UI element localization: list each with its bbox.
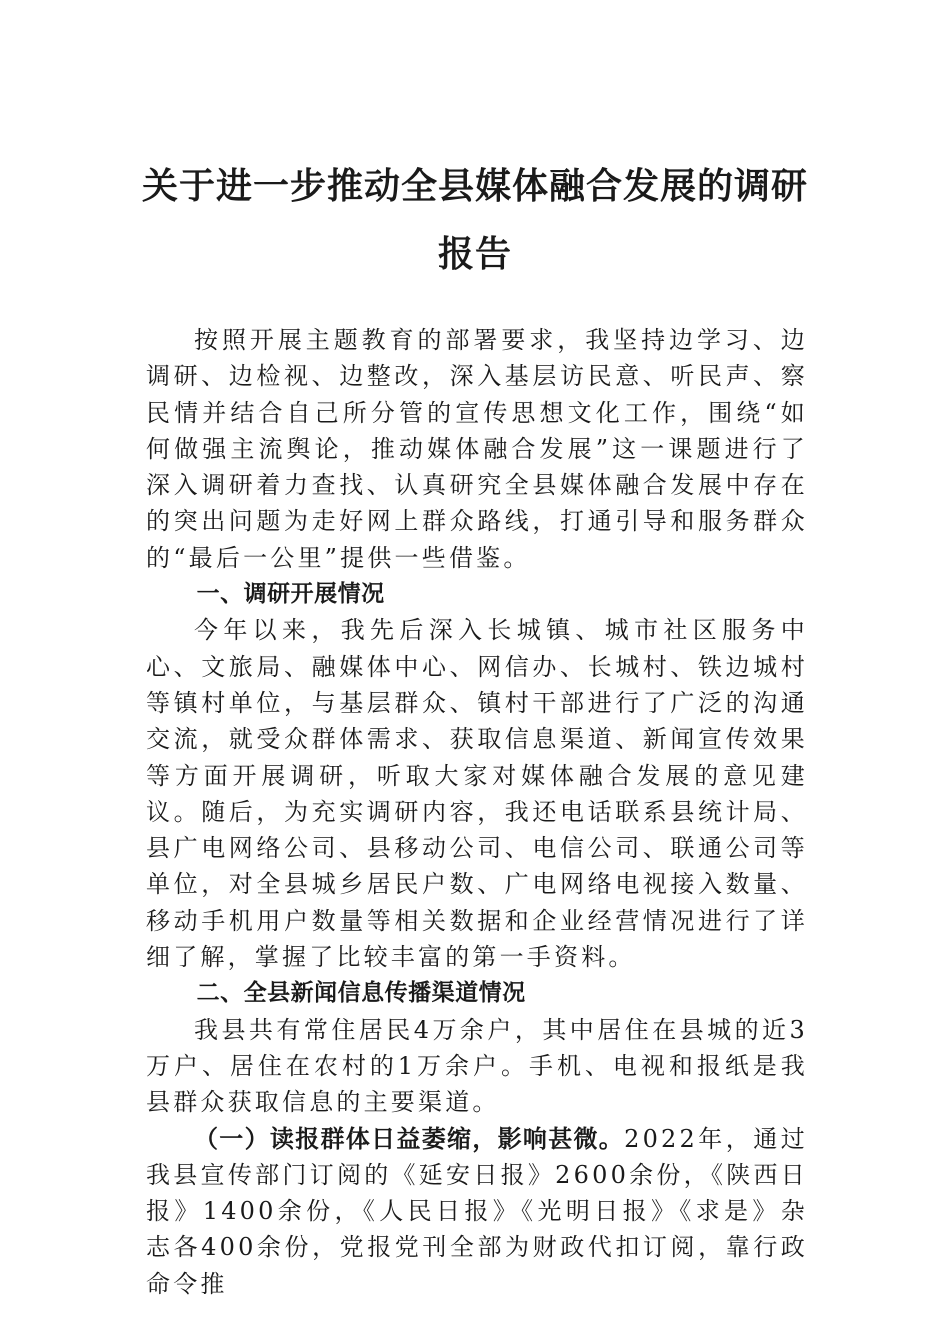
subsection-paragraph-1 <box>146 1121 808 1302</box>
subsection-text-1: 2022年，通过我县宣传部门订阅的《延安日报》2600余份，《陕西日报》1400余份，《人民日报》《光明日报》《求是》杂志各400余份，党报党刊全部为财政代扣订阅，靠行政命令推 <box>146 1124 808 1298</box>
section-paragraph-2: 我县共有常住居民4万余户，其中居住在县城的近3万户、居住在农村的1万余户。手机、电视和报纸是我县群众获取信息的主要渠道。 <box>146 1015 808 1117</box>
document-title-line2: 报告 <box>437 233 512 275</box>
section-heading-2: 二、全县新闻信息传播渠道情况 <box>196 980 526 1007</box>
intro-paragraph: 按照开展主题教育的部署要求，我坚持边学习、边调研、边检视、边整改，深入基层访民意、听民声、察民情并结合自己所分管的宣传思想文化工作，围绕“如何做强主流舆论，推动媒体融合发展”这一课题进行了深入调研着力查找、认真研究全县媒体融合发展中存在的突出问题为走好网上群众路线，打通引导和服务群众的“最后一公里”提供一些借鉴。 <box>146 326 808 572</box>
section-paragraph-1: 今年以来，我先后深入长城镇、城市社区服务中心、文旅局、融媒体中心、网信办、长城村、铁边城村等镇村单位，与基层群众、镇村干部进行了广泛的沟通交流，就受众群体需求、获取信息渠道、新闻宣传效果等方面开展调研，听取大家对媒体融合发展的意见建议。随后，为充实调研内容，我还电话联系县统计局、县广电网络公司、县移动公司、电信公司、联通公司等单位，对全县城乡居民户数、广电网络电视接入数量、移动手机用户数量等相关数据和企业经营情况进行了详细了解，掌握了比较丰富的第一手资料。 <box>146 616 808 972</box>
section-heading-1: 一、调研开展情况 <box>196 581 385 608</box>
document-title-line1: 关于进一步推动全县媒体融合发展的调研 <box>141 165 808 207</box>
document-body <box>146 322 808 1302</box>
subsection-heading-1: （一）读报群体日益萎缩，影响甚微。 <box>194 1124 625 1153</box>
